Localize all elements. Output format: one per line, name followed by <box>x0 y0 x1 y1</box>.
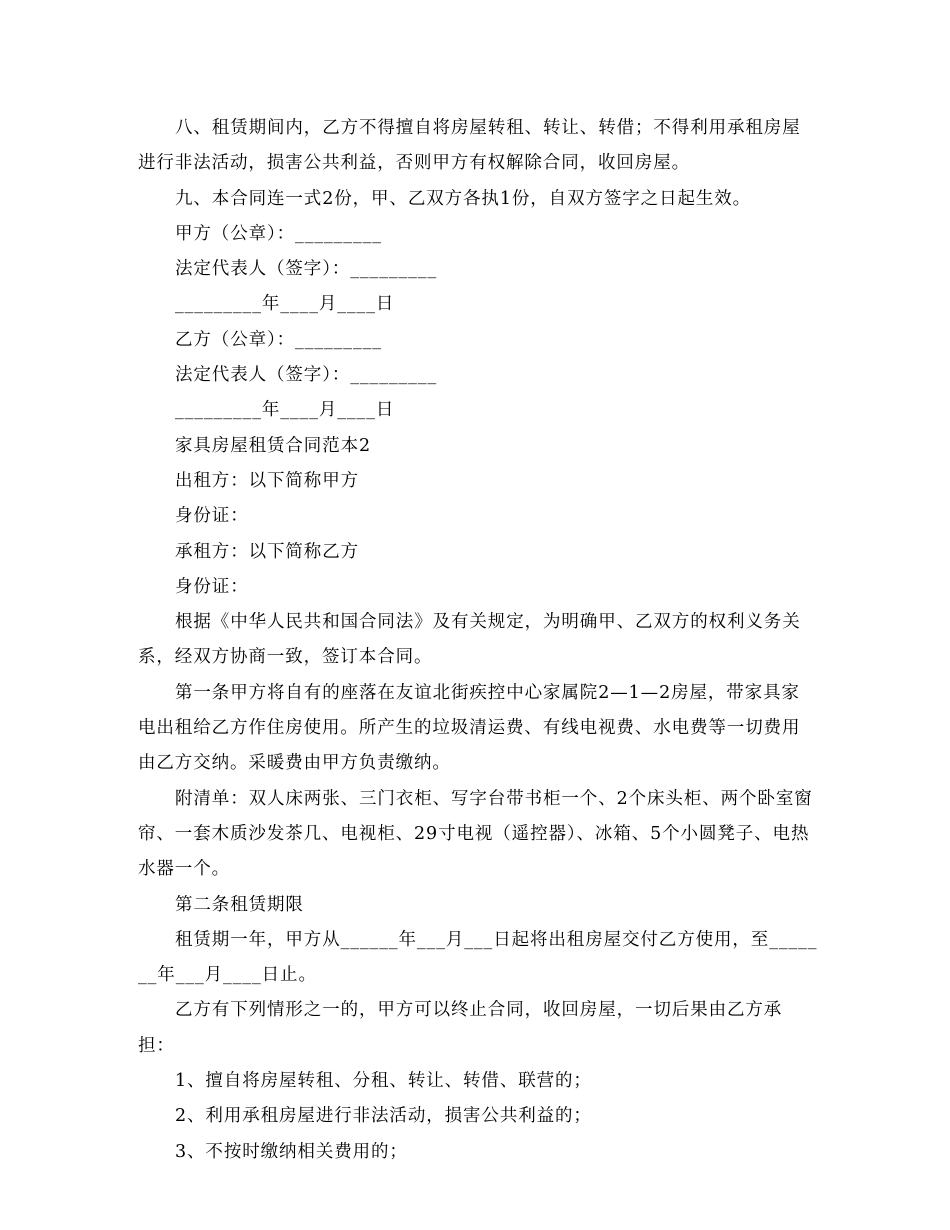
contract-two-title: 家具房屋租赁合同范本2 <box>175 435 372 456</box>
party-a-date-line: _________年____月____日 <box>175 294 395 315</box>
lessor-id-line: 身份证： <box>175 506 249 527</box>
termination-item-1: 1、擅自将房屋转租、分租、转让、转借、联营的； <box>175 1071 592 1092</box>
party-b-representative-line: 法定代表人（签字）：_________ <box>175 365 438 386</box>
termination-item-2: 2、利用承租房屋进行非法活动，损害公共利益的； <box>175 1106 592 1127</box>
lessee-id-line: 身份证： <box>175 576 249 597</box>
article-two-heading: 第二条租赁期限 <box>175 894 304 915</box>
party-b-seal-line: 乙方（公章）：_________ <box>175 329 382 350</box>
preamble-paragraph: 根据《中华人民共和国合同法》及有关规定，为明确甲、乙双方的权利义务关系，经双方协商一致，签订本合同。 <box>138 612 801 668</box>
termination-item-3: 3、不按时缴纳相关费用的； <box>175 1141 408 1162</box>
termination-intro-paragraph: 乙方有下列情形之一的，甲方可以终止合同，收回房屋，一切后果由乙方承担： <box>138 1000 783 1056</box>
furniture-list-paragraph: 附清单：双人床两张、三门衣柜、写字台带书柜一个、2个床头柜、两个卧室窗帘、一套木质沙发茶几、电视柜、29寸电视（遥控器）、冰箱、5个小圆凳子、电热水器一个。 <box>138 788 813 880</box>
document-body <box>138 111 818 1170</box>
article-one-paragraph: 第一条甲方将自有的座落在友谊北街疾控中心家属院2—1—2房屋，带家具家电出租给乙方作住房使用。所产生的垃圾清运费、有线电视费、水电费等一切费用由乙方交纳。采暖费由甲方负责缴纳。 <box>138 682 801 774</box>
clause-eight-paragraph: 八、租赁期间内，乙方不得擅自将房屋转租、转让、转借；不得利用承租房屋进行非法活动，损害公共利益，否则甲方有权解除合同，收回房屋。 <box>138 118 801 174</box>
lessee-line: 承租方：以下简称乙方 <box>175 541 359 562</box>
lease-term-paragraph: 租赁期一年，甲方从______年___月___日起将出租房屋交付乙方使用，至_______年___月____日止。 <box>138 929 818 986</box>
party-a-seal-line: 甲方（公章）：_________ <box>175 223 382 244</box>
lessor-line: 出租方：以下简称甲方 <box>175 470 359 491</box>
party-b-date-line: _________年____月____日 <box>175 400 395 421</box>
clause-nine-paragraph: 九、本合同连一式2份，甲、乙双方各执1份，自双方签字之日起生效。 <box>175 188 752 209</box>
party-a-representative-line: 法定代表人（签字）：_________ <box>175 259 438 280</box>
